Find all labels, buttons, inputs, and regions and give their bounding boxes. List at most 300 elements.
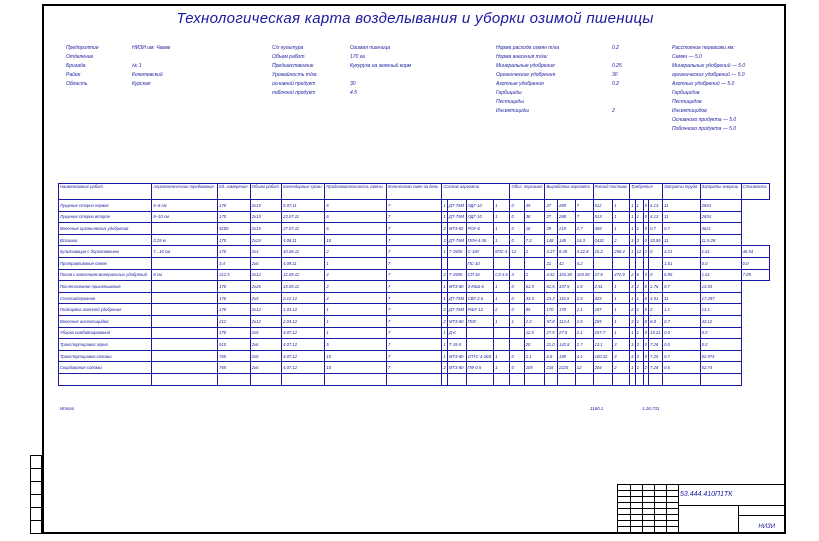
table-cell: 1: [494, 362, 510, 374]
table-cell: [466, 339, 493, 351]
table-cell: [152, 327, 218, 339]
table-cell: 13.1: [700, 304, 741, 316]
table-cell: 1: [494, 292, 510, 304]
info-label: Побочного продукта — 5.0: [672, 126, 737, 132]
info-label: Норма внесения т/га:: [496, 54, 548, 60]
table-cell: 4.2: [575, 257, 593, 269]
column-header: Затраты труда: [663, 184, 701, 200]
table-cell: 1: [510, 315, 524, 327]
table-cell: 3: [613, 350, 630, 362]
table-cell: 3: [630, 339, 636, 351]
info-label: органических удобрений — 5.0: [672, 72, 745, 78]
table-cell: 4.13: [649, 200, 663, 212]
info-value: 2: [612, 108, 615, 114]
table-cell: [649, 373, 663, 385]
table-cell: 170: [218, 234, 251, 246]
table-cell: 3: [635, 350, 643, 362]
table-cell: 513: [593, 211, 613, 223]
table-cell: 7: [575, 211, 593, 223]
table-cell: [545, 373, 558, 385]
table-row: [59, 269, 770, 281]
info-label: Азотных удобрений — 5.0: [672, 81, 735, 87]
table-cell: 27: [545, 211, 558, 223]
info-label: Норма расхода семян т/га: [496, 45, 560, 51]
table-cell: 0.0: [700, 257, 741, 269]
table-cell: 7: [386, 269, 441, 281]
table-cell: 1: [325, 327, 387, 339]
info-value: [132, 53, 170, 62]
table-cell: ПС-10: [466, 257, 493, 269]
table-cell: 1: [613, 211, 630, 223]
info-label: Объем работ: [272, 54, 305, 60]
table-cell: 4.07.12: [282, 362, 325, 374]
table-cell: 3: [635, 234, 643, 246]
table-cell: 0: [510, 350, 524, 362]
table-cell: 1: [442, 281, 448, 293]
table-cell: 4.1: [575, 350, 593, 362]
table-cell: [593, 257, 613, 269]
table-cell: Посев с внесением минеральных удобрений: [59, 269, 152, 281]
table-cell: [152, 292, 218, 304]
table-cell: 1.5: [575, 315, 593, 327]
table-row: [59, 257, 770, 269]
table-row: [59, 350, 770, 362]
table-cell: 11: [663, 292, 701, 304]
table-cell: 2x6: [250, 257, 281, 269]
table-cell: 2.1: [524, 350, 545, 362]
table-cell: 0: [643, 315, 649, 327]
table-cell: 14.3: [575, 234, 593, 246]
table-cell: РОУ-6: [466, 223, 493, 235]
table-cell: 1.03.12: [282, 304, 325, 316]
table-cell: Транспортировка зерна: [59, 339, 152, 351]
table-cell: 8.45: [558, 246, 576, 258]
table-cell: 2x26: [250, 281, 281, 293]
table-row: [59, 362, 770, 374]
table-cell: 15.09.11: [282, 281, 325, 293]
column-header: Количество смен за день: [386, 184, 441, 200]
table-cell: 0: [643, 304, 649, 316]
info-label: Гербициды: [496, 90, 522, 96]
info-label: Гербицидов: [672, 90, 700, 96]
table-cell: 2.04.12: [282, 315, 325, 327]
table-cell: Т-150К: [447, 269, 466, 281]
table-cell: 1: [442, 327, 448, 339]
info-value: [612, 89, 622, 98]
table-cell: 2x15: [250, 200, 281, 212]
table-cell: 1: [630, 223, 636, 235]
table-cell: 17.297: [700, 292, 741, 304]
table-cell: СЗ-3.6: [494, 269, 510, 281]
info-value: [612, 53, 622, 62]
table-cell: 2: [494, 304, 510, 316]
table-cell: 13.1: [593, 339, 613, 351]
table-cell: 212.5: [218, 269, 251, 281]
info-label: побочной продукт: [272, 90, 316, 96]
table-cell: 2.7: [575, 339, 593, 351]
table-cell: 218: [545, 362, 558, 374]
table-cell: 7: [386, 223, 441, 235]
table-cell: 4.27: [545, 246, 558, 258]
info-value: 0.25: [612, 63, 622, 69]
table-cell: 6: [325, 200, 387, 212]
table-total-row: [59, 373, 770, 385]
drawing-code: 53.444.410П1ТК: [680, 491, 733, 498]
table-cell: 170: [218, 304, 251, 316]
info-value: Кукуруза на зеленый корм: [350, 63, 412, 69]
table-row: [59, 200, 770, 212]
table-cell: 1: [635, 315, 643, 327]
table-cell: ДТ-75М: [447, 292, 466, 304]
table-cell: 4.09.11: [282, 257, 325, 269]
table-cell: СВУ-2.6: [466, 292, 493, 304]
table-cell: 512: [593, 200, 613, 212]
column-header: Объем работ: [250, 184, 281, 200]
column-header: Обсл. персонал: [510, 184, 545, 200]
table-cell: 1.8: [575, 281, 593, 293]
table-cell: 18: [524, 223, 545, 235]
table-cell: РШУ-12: [466, 304, 493, 316]
info-value: Кочетевский: [132, 72, 163, 78]
table-cell: 1: [635, 304, 643, 316]
table-cell: 2: [524, 269, 545, 281]
table-cell: 1ПТС-4-2Б5: [466, 350, 493, 362]
table-cell: 33.55: [649, 234, 663, 246]
table-cell: 11: [663, 200, 701, 212]
table-cell: 3: [442, 234, 448, 246]
table-cell: [59, 373, 152, 385]
table-cell: 6: [635, 269, 643, 281]
table-cell: Снегозадержание: [59, 292, 152, 304]
table-cell: 6: [325, 211, 387, 223]
table-cell: 6: [325, 223, 387, 235]
table-cell: 2: [325, 281, 387, 293]
table-cell: 337.5: [558, 281, 576, 293]
title-block: [617, 484, 786, 534]
total-cost: 1.26.731: [642, 406, 660, 411]
table-cell: 288: [558, 211, 576, 223]
info-label: Район: [66, 72, 81, 78]
info-label: Пестициды: [496, 99, 524, 105]
table-cell: 2.76: [649, 281, 663, 293]
table-cell: МТЗ-80: [447, 362, 466, 374]
table-cell: ПФ-0.5: [466, 362, 493, 374]
table-row: [59, 327, 770, 339]
table-cell: 2431: [593, 234, 613, 246]
table-cell: 1: [630, 246, 636, 258]
info-value: Озимая пшеница: [350, 45, 391, 51]
table-cell: 258.4: [613, 246, 630, 258]
table-cell: 116.5: [558, 292, 576, 304]
table-cell: 29: [545, 223, 558, 235]
table-cell: [447, 373, 466, 385]
table-cell: 10: [325, 350, 387, 362]
table-cell: 3: [510, 269, 524, 281]
table-cell: 3: [630, 281, 636, 293]
table-cell: 1: [613, 200, 630, 212]
table-row: [59, 315, 770, 327]
info-value: 0.2: [612, 45, 619, 51]
info-label: Инсектицидов: [672, 108, 707, 114]
table-cell: 1: [442, 246, 448, 258]
table-cell: 2x6: [250, 339, 281, 351]
table-cell: 8.8: [649, 315, 663, 327]
info-label: Пестицидов: [672, 99, 702, 105]
table-cell: 105: [524, 362, 545, 374]
table-cell: 27.07.11: [282, 223, 325, 235]
table-cell: 5.07.11: [282, 200, 325, 212]
table-cell: 1: [613, 304, 630, 316]
table-cell: 12: [635, 246, 643, 258]
table-cell: 2x6: [250, 350, 281, 362]
table-cell: [447, 257, 466, 269]
table-cell: 2: [613, 362, 630, 374]
table-cell: 0: [510, 304, 524, 316]
table-cell: 2: [325, 246, 387, 258]
table-cell: 5100: [218, 223, 251, 235]
table-cell: С-18У: [466, 246, 493, 258]
table-cell: 12.5: [524, 327, 545, 339]
table-cell: 7: [386, 362, 441, 374]
table-cell: 1: [635, 292, 643, 304]
table-cell: 180: [558, 350, 576, 362]
table-cell: [524, 257, 545, 269]
column-header: Расход топлива: [593, 184, 630, 200]
table-cell: 52.74: [700, 362, 741, 374]
info-value: 170 га: [350, 54, 365, 60]
table-cell: [325, 373, 387, 385]
table-cell: 7: [386, 315, 441, 327]
column-header: Затраты энергии: [700, 184, 741, 200]
table-cell: МТЗ-80: [447, 281, 466, 293]
table-cell: [635, 257, 643, 269]
table-cell: 7: [386, 257, 441, 269]
table-cell: 170: [558, 304, 576, 316]
info-label: Предшественник: [272, 63, 314, 69]
table-cell: 1: [613, 315, 630, 327]
table-cell: 1.61: [663, 257, 701, 269]
table-cell: 1.1: [575, 304, 593, 316]
table-cell: [593, 373, 613, 385]
table-cell: 39: [524, 200, 545, 212]
table-cell: [152, 315, 218, 327]
table-cell: 3: [630, 234, 636, 246]
table-cell: [510, 339, 524, 351]
table-cell: 0: [510, 200, 524, 212]
table-cell: 11.5.28: [700, 234, 741, 246]
table-cell: 2x15: [250, 223, 281, 235]
table-cell: 27.5: [558, 327, 576, 339]
table-cell: 21: [545, 257, 558, 269]
info-far-labels: [672, 44, 745, 134]
table-cell: 46.54: [741, 246, 769, 258]
table-cell: 2834: [700, 211, 741, 223]
info-value: 4.5: [350, 90, 357, 96]
info-label: Органические удобрения: [496, 72, 556, 78]
table-cell: [152, 257, 218, 269]
table-cell: 2x5: [250, 327, 281, 339]
table-cell: 100.22: [593, 350, 613, 362]
table-cell: 27.5: [545, 327, 558, 339]
organization: НИЗИ: [758, 524, 775, 530]
table-cell: 765: [218, 350, 251, 362]
side-strip: [30, 455, 42, 534]
table-cell: 43.12: [700, 315, 741, 327]
table-cell: [282, 373, 325, 385]
table-cell: 1: [494, 223, 510, 235]
table-cell: 2: [630, 304, 636, 316]
table-cell: Уборка комбайнирования: [59, 327, 152, 339]
table-cell: [152, 304, 218, 316]
info-label: Бригада: [66, 63, 86, 69]
table-cell: 255: [593, 315, 613, 327]
table-cell: 3: [643, 269, 649, 281]
info-right-labels: [496, 44, 559, 116]
table-cell: 38: [524, 211, 545, 223]
table-cell: 5: [325, 339, 387, 351]
table-cell: 289: [558, 200, 576, 212]
table-cell: 4.07.12: [282, 350, 325, 362]
table-cell: 1: [635, 200, 643, 212]
table-cell: 4.07.12: [282, 339, 325, 351]
table-cell: 2x24: [250, 234, 281, 246]
table-cell: 103.38: [575, 269, 593, 281]
info-label: Азотные удобрения: [496, 81, 544, 87]
table-cell: 0: [510, 234, 524, 246]
table-cell: 6.95: [663, 269, 701, 281]
info-value: [612, 98, 622, 107]
table-cell: 8–10 см: [152, 211, 218, 223]
table-cell: [635, 373, 643, 385]
table-cell: 2: [524, 246, 545, 258]
page-title: Технологическая карта возделывания и уборки озимой пшеницы: [176, 10, 654, 27]
table-cell: [466, 327, 493, 339]
info-value: № 1: [132, 63, 142, 69]
table-cell: ЛДГ-10: [466, 211, 493, 223]
info-label: Основного продукта — 5.0: [672, 117, 737, 123]
table-row: [59, 246, 770, 258]
table-cell: 61.5: [524, 281, 545, 293]
table-cell: 0: [510, 223, 524, 235]
table-cell: 1: [442, 292, 448, 304]
table-cell: 7: [386, 200, 441, 212]
table-cell: 0.0: [663, 339, 701, 351]
table-cell: 2.12.12: [282, 292, 325, 304]
table-cell: 7: [575, 200, 593, 212]
info-mid-values: [350, 44, 411, 98]
table-cell: 1: [630, 327, 636, 339]
table-row: [59, 304, 770, 316]
column-header: Календарные сроки: [282, 184, 325, 200]
table-cell: 85: [524, 304, 545, 316]
table-cell: 1: [630, 211, 636, 223]
table-cell: 7: [386, 211, 441, 223]
table-cell: 0: [643, 339, 649, 351]
table-cell: Внесение органических удобрений: [59, 223, 152, 235]
table-cell: [494, 327, 510, 339]
table-cell: 3: [630, 315, 636, 327]
column-header: Продолжительность смены: [325, 184, 387, 200]
info-label: Отделение: [66, 54, 94, 60]
table-cell: [466, 373, 493, 385]
table-cell: 3: [635, 339, 643, 351]
table-cell: 1: [630, 200, 636, 212]
table-cell: [524, 373, 545, 385]
table-cell: 1: [635, 281, 643, 293]
table-cell: 0: [510, 211, 524, 223]
table-cell: 20: [524, 339, 545, 351]
info-label: Урожайность т/га: [272, 72, 317, 78]
table-cell: 2.7: [575, 223, 593, 235]
table-cell: 5.08.11: [282, 234, 325, 246]
table-cell: 148: [545, 234, 558, 246]
table-cell: [494, 257, 510, 269]
table-cell: 10: [325, 234, 387, 246]
table-cell: 425: [593, 292, 613, 304]
table-cell: МТЗ-80: [447, 315, 466, 327]
table-cell: 7.28: [649, 362, 663, 374]
table-cell: 33.3: [524, 292, 545, 304]
table-cell: 1: [613, 327, 630, 339]
table-cell: 23.07.11: [282, 211, 325, 223]
table-cell: 23.3: [545, 292, 558, 304]
table-cell: 170: [218, 211, 251, 223]
info-label: Минеральных удобрений — 5.0: [672, 63, 746, 69]
table-cell: 0.7: [663, 281, 701, 293]
table-cell: 2x4: [250, 246, 281, 258]
table-cell: 170: [218, 327, 251, 339]
table-cell: СП-16: [466, 269, 493, 281]
table-cell: Лущение стерни второе: [59, 211, 152, 223]
info-right-values: [612, 44, 622, 116]
info-value: Курская: [132, 81, 151, 87]
table-cell: ДТ-75М: [447, 200, 466, 212]
column-header: Состав агрегата: [442, 184, 510, 200]
column-header: Стоимость: [741, 184, 769, 200]
table-cell: 472.9: [613, 269, 630, 281]
table-cell: 2x15: [250, 211, 281, 223]
table-cell: 142.8: [558, 339, 576, 351]
table-cell: 10.08.11: [282, 246, 325, 258]
table-cell: 113.4: [558, 315, 576, 327]
table-cell: 0.6: [663, 362, 701, 374]
table-cell: Т-150К: [447, 246, 466, 258]
table-cell: 0: [643, 211, 649, 223]
table-cell: 0: [649, 246, 663, 258]
table-cell: 1: [630, 292, 636, 304]
table-cell: 6.6: [545, 350, 558, 362]
info-label: Инсектициды: [496, 108, 530, 114]
table-cell: [152, 223, 218, 235]
total-label: Итого: [60, 406, 75, 411]
table-cell: [152, 373, 218, 385]
table-cell: 187: [593, 304, 613, 316]
column-header: Наименование работ: [59, 184, 152, 200]
table-cell: 204: [593, 362, 613, 374]
table-cell: Вспашка: [59, 234, 152, 246]
table-cell: 12: [575, 362, 593, 374]
table-cell: 1: [635, 211, 643, 223]
table-cell: 1: [494, 315, 510, 327]
table-cell: 2x12: [250, 269, 281, 281]
table-cell: 4.07.12: [282, 327, 325, 339]
table-cell: 170: [218, 292, 251, 304]
table-cell: 1: [442, 350, 448, 362]
table-cell: [218, 373, 251, 385]
table-cell: 2: [643, 246, 649, 258]
table-cell: 3.4: [218, 257, 251, 269]
info-value: 30: [612, 72, 618, 78]
